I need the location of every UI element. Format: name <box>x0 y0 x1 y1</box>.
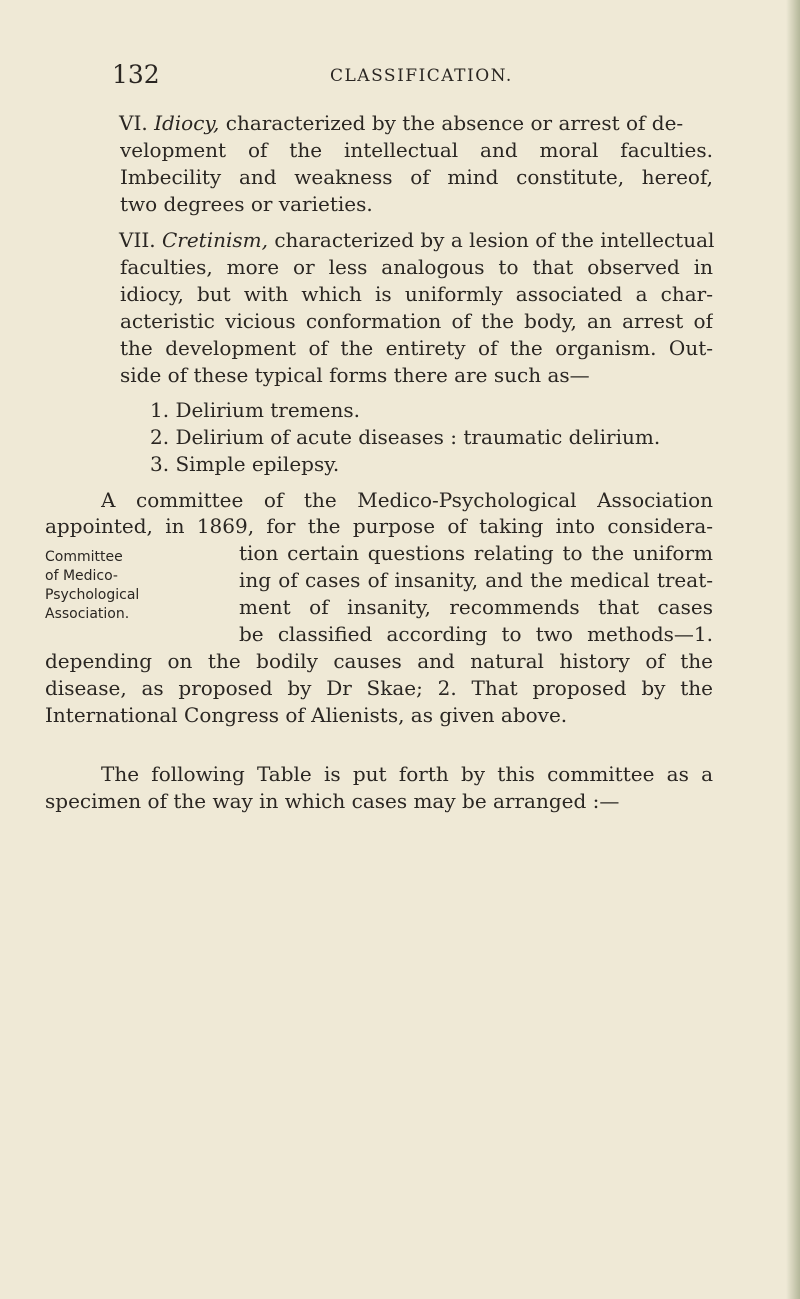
section-vi-line-2: velopment of the intellectual and moral faculties. <box>120 138 713 162</box>
final-line-2: specimen of the way in which cases may be arranged :— <box>45 789 620 813</box>
section-vii-line-2: faculties, more or less analogous to that observed in <box>120 255 713 279</box>
section-vii-line-5: the development of the entirety of the organism. Out- <box>120 336 713 360</box>
committee-line-2: appointed, in 1869, for the purpose of taking into considera- <box>45 514 713 538</box>
committee-line-7: depending on the bodily causes and natural history of the <box>45 649 713 673</box>
term-idiocy: Idiocy, <box>154 111 220 135</box>
section-vi-line-1: VI. Idiocy, characterized by the absence or arrest of de- <box>119 111 684 135</box>
section-vii-line-4: acteristic vicious conformation of the body, an arrest of <box>120 309 713 333</box>
committee-line-6: be classified according to two methods—1. <box>239 622 713 646</box>
section-vi-line-4: two degrees or varieties. <box>120 192 373 216</box>
running-title: CLASSIFICATION. <box>330 66 513 86</box>
list-item: 1. Delirium tremens. <box>150 398 360 422</box>
margin-note-line: Psychological <box>45 587 140 603</box>
margin-note-line: Association. <box>45 606 130 622</box>
committee-line-5: ment of insanity, recommends that cases <box>239 595 713 619</box>
list-item: 2. Delirium of acute diseases : traumatic delirium. <box>150 425 661 449</box>
committee-line-1: A committee of the Medico-Psychological Association <box>101 488 713 512</box>
section-vii-line-1: VII. Cretinism, characterized by a lesion of the intellectual <box>119 228 715 252</box>
list-item: 3. Simple epilepsy. <box>150 452 340 476</box>
section-vii-line-3: idiocy, but with which is uniformly associated a char- <box>120 282 713 306</box>
margin-note-line: of Medico- <box>45 568 118 584</box>
margin-note-line: Committee <box>45 549 123 565</box>
page-number: 132 <box>112 60 160 89</box>
committee-line-9: International Congress of Alienists, as given above. <box>45 703 568 727</box>
margin-note <box>45 548 139 624</box>
section-vii-line-6: side of these typical forms there are such as— <box>120 363 590 387</box>
final-line-1: The following Table is put forth by this committee as a <box>101 762 713 786</box>
section-vi-line-3: Imbecility and weakness of mind constitute, hereof, <box>120 165 713 189</box>
committee-line-4: ing of cases of insanity, and the medical treat- <box>239 568 713 592</box>
term-cretinism: Cretinism, <box>161 228 268 252</box>
committee-line-3: tion certain questions relating to the uniform <box>239 541 713 565</box>
committee-line-8: disease, as proposed by Dr Skae; 2. That proposed by the <box>45 676 713 700</box>
